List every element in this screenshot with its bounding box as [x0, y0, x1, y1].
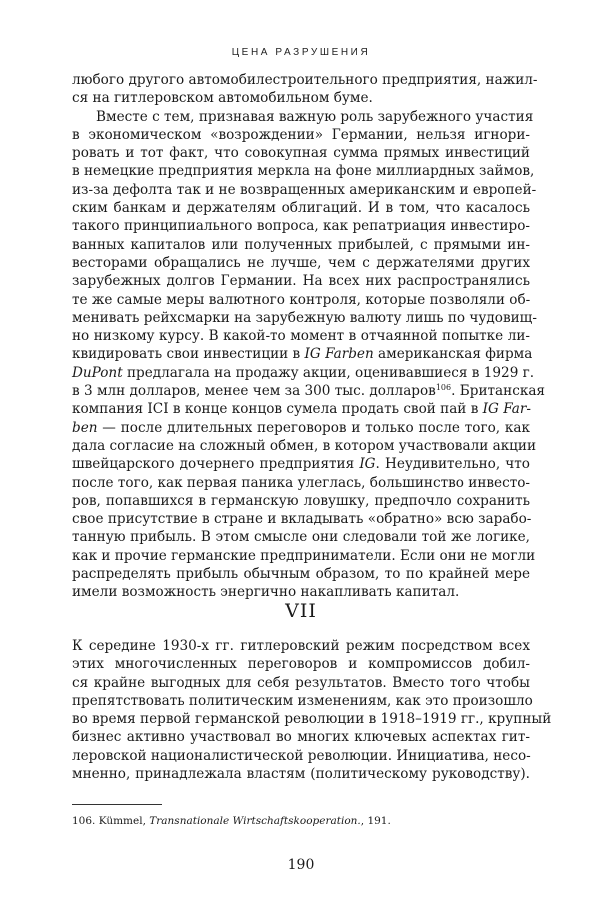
text-line: [72, 272, 530, 290]
line-text: мненно, принадлежала властям (политическому руководству).: [72, 766, 530, 783]
running-head: ЦЕНА РАЗРУШЕНИЯ: [231, 47, 371, 58]
footnote: [72, 815, 391, 827]
page-number: 190: [287, 857, 315, 873]
line-text: этих многочисленных переговоров и компромиссов добил-: [72, 656, 530, 673]
line-text: распределять прибыль обычным образом, то по крайней мере: [72, 566, 530, 583]
line-text: К середине 1930-х гг. гитлеровский режим посредством всех: [72, 638, 530, 654]
line-text: во время первой германской революции в 1918–1919 гг., крупный: [72, 711, 552, 728]
text-line: [72, 254, 530, 272]
line-text: менивать рейхсмарки на зарубежную валюту лишь по чудовищ-: [72, 309, 537, 326]
text-line: [72, 71, 538, 89]
text-line: [72, 710, 552, 728]
text-line: [72, 565, 530, 583]
text-line: [72, 162, 535, 180]
body-text-top: [72, 71, 545, 602]
line-text: из-за дефолта так и не возвращенных американским и европей-: [72, 181, 537, 198]
line-text: ся на гитлеровском автомобильном буме.: [72, 90, 373, 107]
line-text: те же самые меры валютного контроля, которые позволяли об-: [72, 291, 531, 308]
text-line: [72, 692, 533, 710]
text-line: [72, 583, 530, 601]
line-text: зарубежных долгов Германии. На всех них распространялись: [72, 273, 530, 290]
line-text: предлагала на продажу акции, оценивавшиеся в 1929 г.: [122, 364, 535, 381]
line-text: в немецкие предприятия меркла на фоне миллиардных займов,: [72, 163, 535, 180]
line-text: такого принципиального вопроса, как репатриация инвестиро-: [72, 218, 530, 235]
text-line: [72, 181, 537, 199]
text-line: [72, 637, 530, 655]
text-line: [72, 674, 530, 692]
italic-text: IG: [359, 456, 376, 473]
footnote-number: 106.: [72, 815, 96, 827]
text-line: [72, 309, 537, 327]
text-line: [72, 382, 545, 400]
line-text: квидировать свои инвестиции в: [72, 346, 305, 363]
line-text: ровать и тот факт, что совокупная сумма прямых инвестиций: [72, 145, 530, 162]
line-text: — после длительных переговоров и только после того, как: [97, 419, 530, 436]
line-text: любого другого автомобилестроительного предприятия, нажил-: [72, 72, 538, 88]
text-line: [72, 236, 530, 254]
text-line: [72, 437, 537, 455]
text-line: [72, 528, 530, 546]
line-text: после того, как первая паника улеглась, большинство инвесто-: [72, 474, 530, 491]
text-line: [72, 455, 530, 473]
line-text: компания ICI в конце концов сумела продать свой пай в: [72, 401, 483, 418]
italic-text: ben: [72, 419, 98, 436]
text-line: [72, 765, 530, 783]
section-heading: VII: [285, 600, 317, 622]
line-text: . Неудивительно, что: [375, 456, 530, 473]
text-line: [72, 400, 530, 418]
text-line: [72, 89, 530, 107]
text-line: [72, 655, 530, 673]
text-line: [72, 419, 530, 437]
footnote-pages: , 191.: [360, 815, 391, 827]
text-line: [72, 728, 530, 746]
text-line: [72, 547, 536, 565]
text-line: [72, 199, 530, 217]
line-text: дала согласие на сложный обмен, в котором участвовали акции: [72, 437, 537, 454]
footnote-title: Transnationale Wirtschaftskooperation.: [149, 815, 361, 827]
text-line: [72, 510, 530, 528]
line-text: ся крайне выгодных для себя результатов. Вместо того чтобы: [72, 674, 530, 691]
line-text: но низкому курсу. В какой-то момент в отчаянной попытке ли-: [72, 328, 530, 345]
line-text: . Британская: [451, 383, 545, 400]
footnote-author: Kümmel,: [95, 815, 150, 827]
text-line: [72, 747, 530, 765]
line-text: в экономическом «возрождении» Германии, нельзя игнори-: [72, 126, 530, 143]
line-text: в 3 млн долларов, менее чем за 300 тыс. долларов: [72, 383, 436, 400]
line-text: как и прочие германские предприниматели. Если они не могли: [72, 547, 536, 564]
paragraph-3: [72, 637, 552, 783]
line-text: ванных капиталов или полученных прибылей, с прямыми ин-: [72, 236, 530, 253]
text-line: [72, 345, 533, 363]
book-page: [72, 0, 552, 920]
footnote-divider: [72, 804, 162, 805]
text-line: [72, 474, 530, 492]
text-line: [72, 217, 530, 235]
text-line: [72, 126, 530, 144]
text-line: [72, 108, 534, 126]
line-text: ским банкам и держателям облигаций. И в том, что касалось: [72, 200, 530, 217]
text-line: [72, 291, 530, 309]
footnote-ref: 106: [435, 383, 452, 393]
line-text: швейцарского дочернего предприятия: [72, 456, 360, 473]
line-text: весторами обращались не лучше, чем с держателями других: [72, 254, 530, 271]
line-text: леровской националистической революции. Инициатива, несо-: [72, 747, 531, 764]
line-text: Вместе с тем, признавая важную роль зарубежного участия: [96, 108, 534, 125]
italic-text: IG Far-: [482, 401, 531, 418]
body-text-bottom: [72, 637, 552, 783]
line-text: имели возможность энергично накапливать капитал.: [72, 584, 460, 601]
paragraph-1: [72, 71, 538, 108]
line-text: бизнес активно участвовал во многих ключевых аспектах гит-: [72, 729, 530, 746]
line-text: ров, попавшихся в германскую ловушку, предпочло сохранить: [72, 492, 530, 509]
line-text: свое присутствие в стране и вкладывать «обратно» всю зарабо-: [72, 511, 532, 528]
text-line: [72, 492, 530, 510]
text-line: [72, 327, 530, 345]
text-line: [72, 144, 530, 162]
paragraph-2: [72, 108, 545, 602]
italic-text: DuPont: [72, 364, 123, 381]
line-text: препятствовать политическим изменениям, как это произошло: [72, 692, 533, 709]
italic-text: IG Farben: [304, 346, 374, 363]
line-text: танную прибыль. В этом смысле они следовали той же логике,: [72, 529, 530, 546]
text-line: [72, 364, 535, 382]
line-text: американская фирма: [373, 346, 533, 363]
